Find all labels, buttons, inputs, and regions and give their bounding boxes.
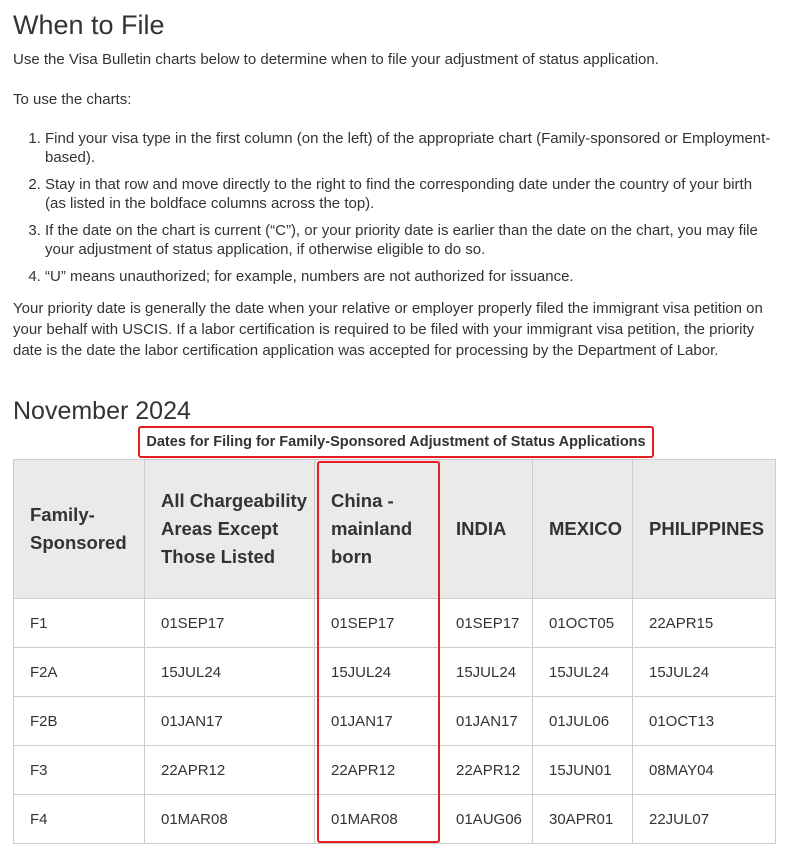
table-row — [14, 795, 776, 844]
table-row — [14, 697, 776, 746]
cell-philippines: 08MAY04 — [633, 746, 776, 795]
steps-list — [13, 129, 775, 286]
cell-all-chargeability: 01SEP17 — [145, 599, 315, 648]
intro-text: Use the Visa Bulletin charts below to determine when to file your adjustment of status application. — [13, 51, 659, 68]
family-sponsored-dates-table — [13, 459, 776, 844]
cell-mexico: 30APR01 — [533, 795, 633, 844]
cell-category: F3 — [14, 746, 145, 795]
table-row — [14, 599, 776, 648]
cell-india: 15JUL24 — [440, 648, 533, 697]
header-family-sponsored: Family-Sponsored — [14, 460, 145, 599]
cell-philippines: 22JUL07 — [633, 795, 776, 844]
cell-india: 01SEP17 — [440, 599, 533, 648]
cell-mexico: 01OCT05 — [533, 599, 633, 648]
table-caption-wrap — [13, 426, 775, 459]
cell-india: 22APR12 — [440, 746, 533, 795]
cell-china: 01SEP17 — [315, 599, 440, 648]
page-title: When to File — [13, 10, 165, 40]
header-philippines: PHILIPPINES — [633, 460, 776, 599]
step-item: 1. Find your visa type in the first column (on the left) of the appropriate chart (Family-sponsored or Employment-based). — [45, 129, 775, 167]
step-item: 3. If the date on the chart is current (“C”), or your priority date is earlier than the date on the chart, you may file your adjustment of status application, if otherwise eligible to do so. — [45, 221, 775, 259]
table-header-row — [14, 460, 776, 599]
cell-india: 01AUG06 — [440, 795, 533, 844]
cell-china: 01MAR08 — [315, 795, 440, 844]
cell-philippines: 22APR15 — [633, 599, 776, 648]
cell-mexico: 15JUN01 — [533, 746, 633, 795]
cell-all-chargeability: 15JUL24 — [145, 648, 315, 697]
header-china: China - mainland born — [315, 460, 440, 599]
cell-mexico: 15JUL24 — [533, 648, 633, 697]
cell-all-chargeability: 22APR12 — [145, 746, 315, 795]
table-row — [14, 648, 776, 697]
cell-china: 01JAN17 — [315, 697, 440, 746]
step-item: 2. Stay in that row and move directly to the right to find the corresponding date under the country of your birth (as listed in the boldface columns across the top). — [45, 175, 775, 213]
header-mexico: MEXICO — [533, 460, 633, 599]
cell-india: 01JAN17 — [440, 697, 533, 746]
cell-philippines: 01OCT13 — [633, 697, 776, 746]
cell-category: F1 — [14, 599, 145, 648]
cell-all-chargeability: 01MAR08 — [145, 795, 315, 844]
table-row — [14, 746, 776, 795]
cell-china: 22APR12 — [315, 746, 440, 795]
header-all-chargeability: All Chargeability Areas Except Those Listed — [145, 460, 315, 599]
cell-all-chargeability: 01JAN17 — [145, 697, 315, 746]
use-charts-text: To use the charts: — [13, 91, 132, 108]
priority-date-note: Your priority date is generally the date when your relative or employer properly filed the immigrant visa petition on your behalf with USCIS. If a labor certification is required to be filed with your immigrant visa petition, the priority date is the date the labor certification application was accepted for processing by the Department of Labor. — [13, 300, 763, 359]
cell-category: F4 — [14, 795, 145, 844]
cell-china: 15JUL24 — [315, 648, 440, 697]
step-item: 4. “U” means unauthorized; for example, numbers are not authorized for issuance. — [45, 267, 775, 286]
bulletin-month-title: November 2024 — [13, 397, 191, 425]
table-caption: Dates for Filing for Family-Sponsored Adjustment of Status Applications — [138, 426, 653, 458]
cell-category: F2B — [14, 697, 145, 746]
cell-category: F2A — [14, 648, 145, 697]
header-india: INDIA — [440, 460, 533, 599]
cell-mexico: 01JUL06 — [533, 697, 633, 746]
cell-philippines: 15JUL24 — [633, 648, 776, 697]
